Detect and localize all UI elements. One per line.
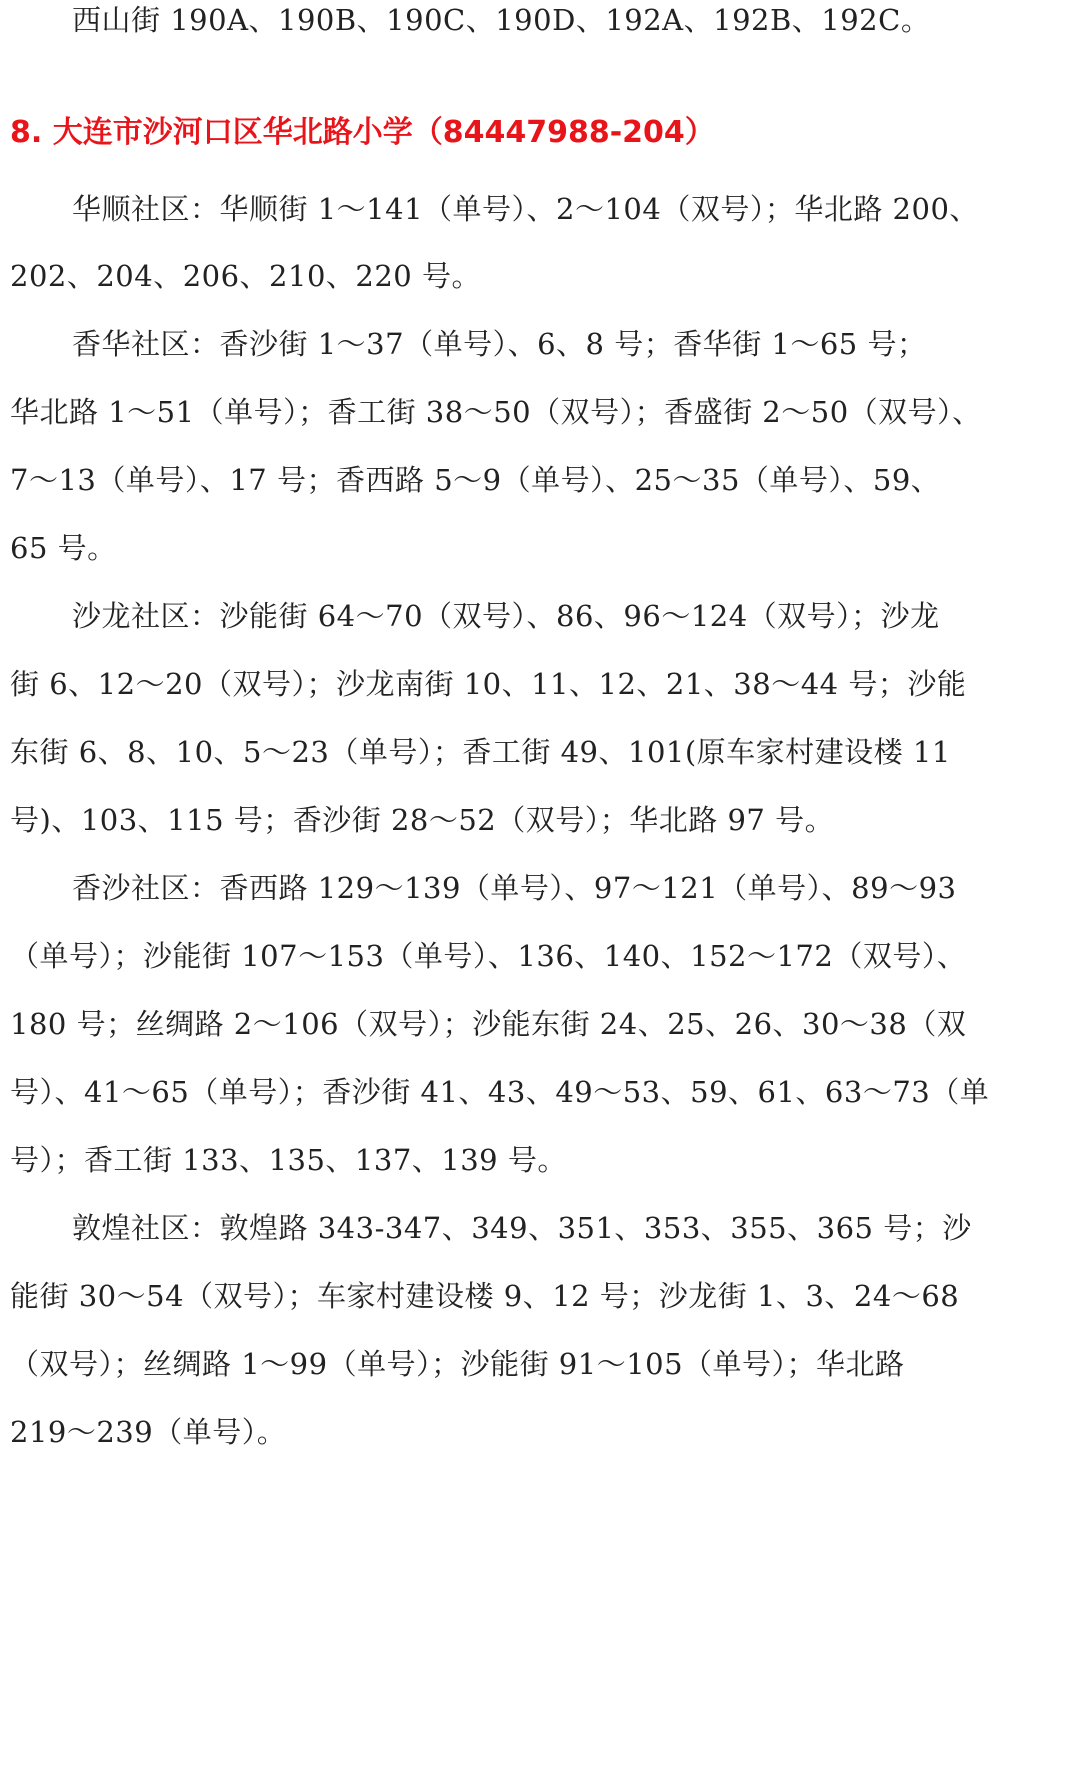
text-line: 香华社区：香沙街 1～37（单号）、6、8 号；香华街 1～65 号； (72, 327, 927, 361)
text-line: 香沙社区：香西路 129～139（单号）、97～121（单号）、89～93 (72, 871, 957, 905)
text-line: 能街 30～54（双号）；车家村建设楼 9、12 号；沙龙街 1、3、24～68 (10, 1279, 960, 1313)
text-line: 西山街 190A、190B、190C、190D、192A、192B、192C。 (72, 3, 931, 37)
text-line: （双号）；丝绸路 1～99（单号）；沙能街 91～105（单号）；华北路 (10, 1347, 905, 1381)
text-line: 沙龙社区：沙能街 64～70（双号）、86、96～124（双号）；沙龙 (72, 599, 940, 633)
text-line: （单号）；沙能街 107～153（单号）、136、140、152～172（双号）、 (10, 939, 967, 973)
text-line: 街 6、12～20（双号）；沙龙南街 10、11、12、21、38～44 号；沙能 (10, 667, 967, 701)
text-line: 华顺社区：华顺街 1～141（单号）、2～104（双号）；华北路 200、 (72, 192, 979, 226)
text-line: 号）、41～65（单号）；香沙街 41、43、49～53、59、61、63～73（单 (10, 1075, 990, 1109)
text-line: 65 号。 (10, 531, 117, 565)
text-line: 号）；香工街 133、135、137、139 号。 (10, 1143, 567, 1177)
text-line: 东街 6、8、10、5～23（单号）；香工街 49、101(原车家村建设楼 11 (10, 735, 951, 769)
text-line: 180 号；丝绸路 2～106（双号）；沙能东街 24、25、26、30～38（双 (10, 1007, 967, 1041)
text-line: 219～239（单号）。 (10, 1415, 287, 1449)
text-line: 敦煌社区：敦煌路 343-347、349、351、353、355、365 号；沙 (72, 1211, 972, 1245)
text-line: 7～13（单号）、17 号；香西路 5～9（单号）、25～35（单号）、59、 (10, 463, 941, 497)
section-heading: 8. 大连市沙河口区华北路小学（84447988-204） (10, 115, 715, 150)
text-line: 202、204、206、210、220 号。 (10, 259, 481, 293)
text-line: 华北路 1～51（单号）；香工街 38～50（双号）；香盛街 2～50（双号）、 (10, 395, 982, 429)
text-line: 号)、103、115 号；香沙街 28～52（双号）；华北路 97 号。 (10, 803, 835, 837)
